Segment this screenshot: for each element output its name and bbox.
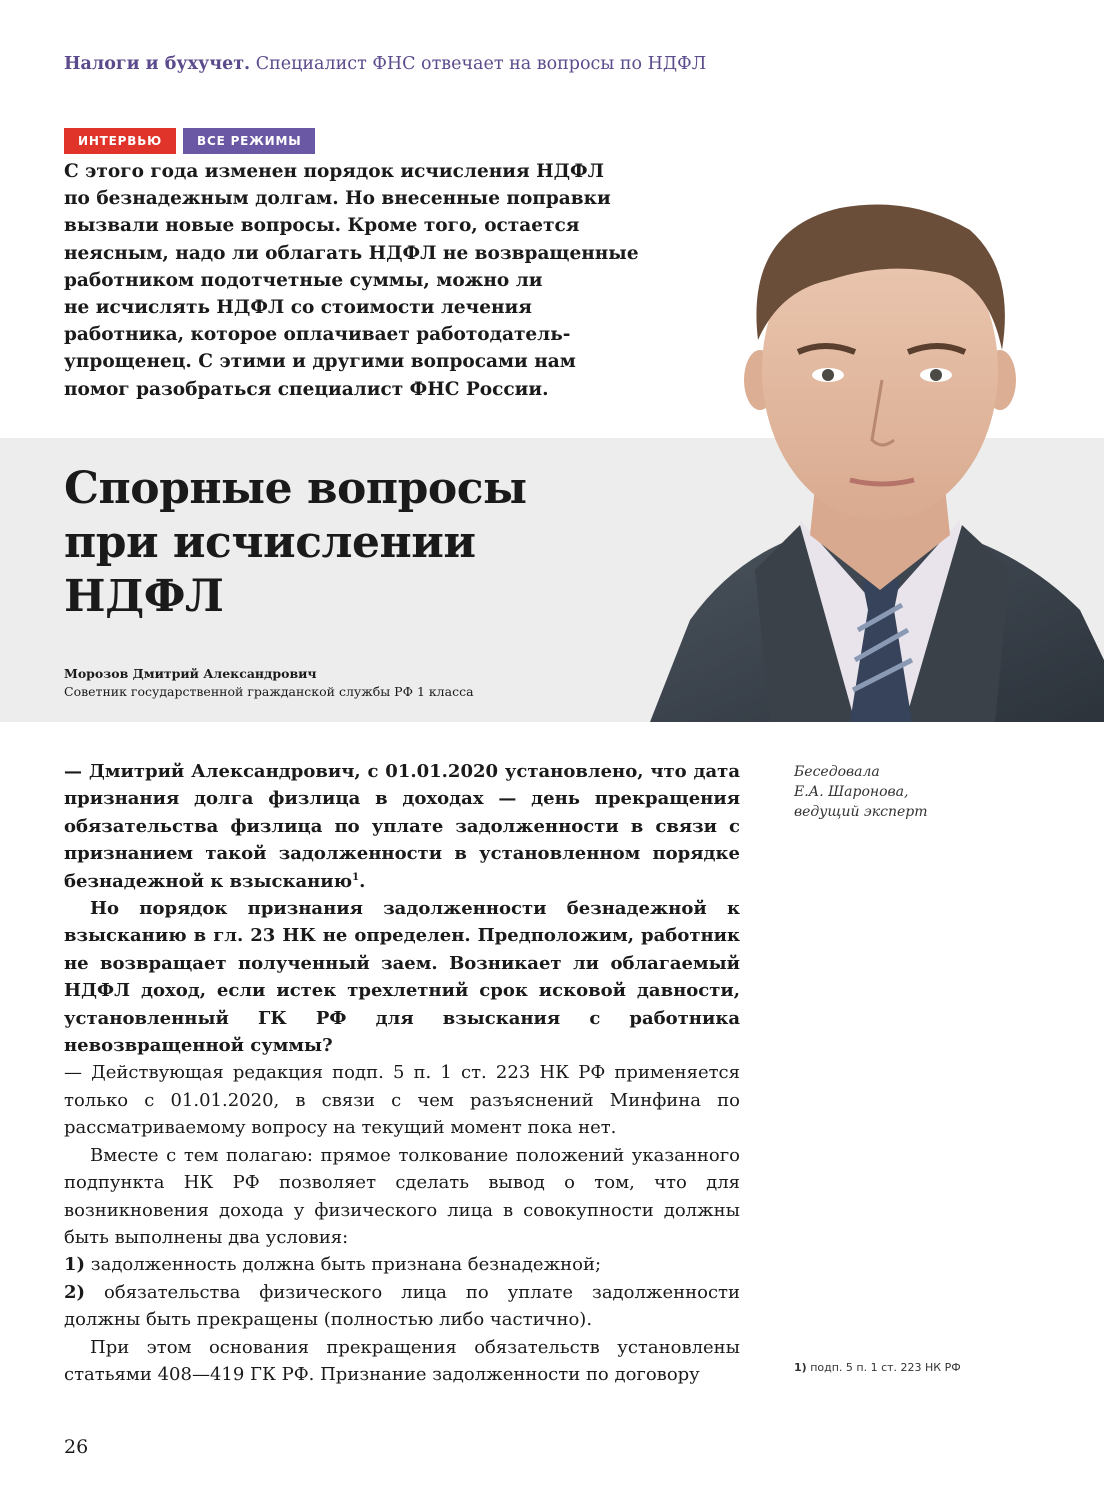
list-text: обязательства физического лица по уплате задолженности должны быть прекращены (полностью либо частично). bbox=[64, 1281, 740, 1331]
answer-1: — Действующая редакция подп. 5 п. 1 ст. 223 НК РФ применяется только с 01.01.2020, в связи с чем разъяснений Минфина по рассматриваемому вопросу на текущий момент пока нет. bbox=[64, 1062, 740, 1139]
lead-line: упрощенец. С этими и другими вопросами нам bbox=[64, 351, 576, 373]
interviewer-line: ведущий эксперт bbox=[794, 804, 928, 820]
lead-line: вызвали новые вопросы. Кроме того, остается bbox=[64, 215, 580, 237]
article-title bbox=[64, 462, 527, 624]
running-head bbox=[64, 54, 706, 74]
footnote-text: подп. 5 п. 1 ст. 223 НК РФ bbox=[810, 1361, 961, 1374]
interviewer-line: Е.А. Шаронова, bbox=[794, 784, 909, 800]
footnote bbox=[794, 1361, 961, 1374]
lead-line: помог разобраться специалист ФНС России. bbox=[64, 378, 549, 400]
question-1 bbox=[64, 758, 740, 895]
footnote-number: 1) bbox=[794, 1361, 807, 1374]
section-name: Налоги и бухучет. bbox=[64, 54, 251, 74]
lead-line: С этого года изменен порядок исчисления НДФЛ bbox=[64, 161, 604, 182]
list-number: 2) bbox=[64, 1281, 86, 1303]
lead-line: по безнадежным долгам. Но внесенные поправки bbox=[64, 188, 611, 210]
section-subtitle: Специалист ФНС отвечает на вопросы по НДФЛ bbox=[255, 54, 707, 74]
article-body bbox=[64, 758, 740, 1388]
tag-interview[interactable]: ИНТЕРВЬЮ bbox=[64, 128, 176, 154]
tag-all-regimes[interactable]: ВСЕ РЕЖИМЫ bbox=[183, 128, 315, 154]
lead-line: работником подотчетные суммы, можно ли bbox=[64, 269, 543, 291]
question-2: Но порядок признания задолженности безнадежной к взысканию в гл. 23 НК не определен. Предположим, работник не возвращает полученный заем. Возникает ли облагаемый НДФЛ доход, если истек трехлетний срок исковой давности, установленный ГК РФ для взыскания с работника невозвращенной суммы? bbox=[64, 898, 740, 1057]
list-text: задолженность должна быть признана безнадежной; bbox=[90, 1254, 602, 1276]
interviewer-line: Беседовала bbox=[794, 764, 880, 780]
lead-line: работника, которое оплачивает работодатель- bbox=[64, 324, 571, 346]
interviewer-note bbox=[794, 762, 928, 822]
title-line: при исчислении bbox=[64, 517, 476, 568]
page-number: 26 bbox=[64, 1436, 89, 1458]
answer-3: При этом основания прекращения обязательств установлены статьями 408—419 ГК РФ. Признание задолженности по договору bbox=[64, 1336, 740, 1385]
question-text: — Дмитрий Александрович, с 01.01.2020 установлено, что дата признания долга физлица в доходах — день прекращения обязательства физлица по уплате задолженности в связи с признанием такой задолженности в установленном порядке безнадежной к взысканию bbox=[64, 761, 740, 892]
list-item-1 bbox=[64, 1251, 740, 1278]
title-line: НДФЛ bbox=[64, 571, 224, 622]
list-number: 1) bbox=[64, 1254, 86, 1276]
punctuation: . bbox=[359, 870, 366, 892]
lead-paragraph bbox=[64, 158, 704, 403]
list-item-2 bbox=[64, 1279, 740, 1334]
title-line: Спорные вопросы bbox=[64, 463, 527, 514]
author-photo bbox=[650, 190, 1104, 722]
tag-row bbox=[64, 128, 315, 154]
lead-line: не исчислять НДФЛ со стоимости лечения bbox=[64, 297, 532, 319]
footnote-ref[interactable]: 1 bbox=[352, 871, 360, 883]
author-name: Морозов Дмитрий Александрович bbox=[64, 666, 317, 681]
answer-2: Вместе с тем полагаю: прямое толкование положений указанного подпункта НК РФ позволяет сделать вывод о том, что для возникновения дохода у физического лица в совокупности должны быть выполнены два условия: bbox=[64, 1144, 740, 1248]
author-position: Советник государственной гражданской службы РФ 1 класса bbox=[64, 684, 474, 699]
lead-line: неясным, надо ли облагать НДФЛ не возвращенные bbox=[64, 242, 639, 264]
